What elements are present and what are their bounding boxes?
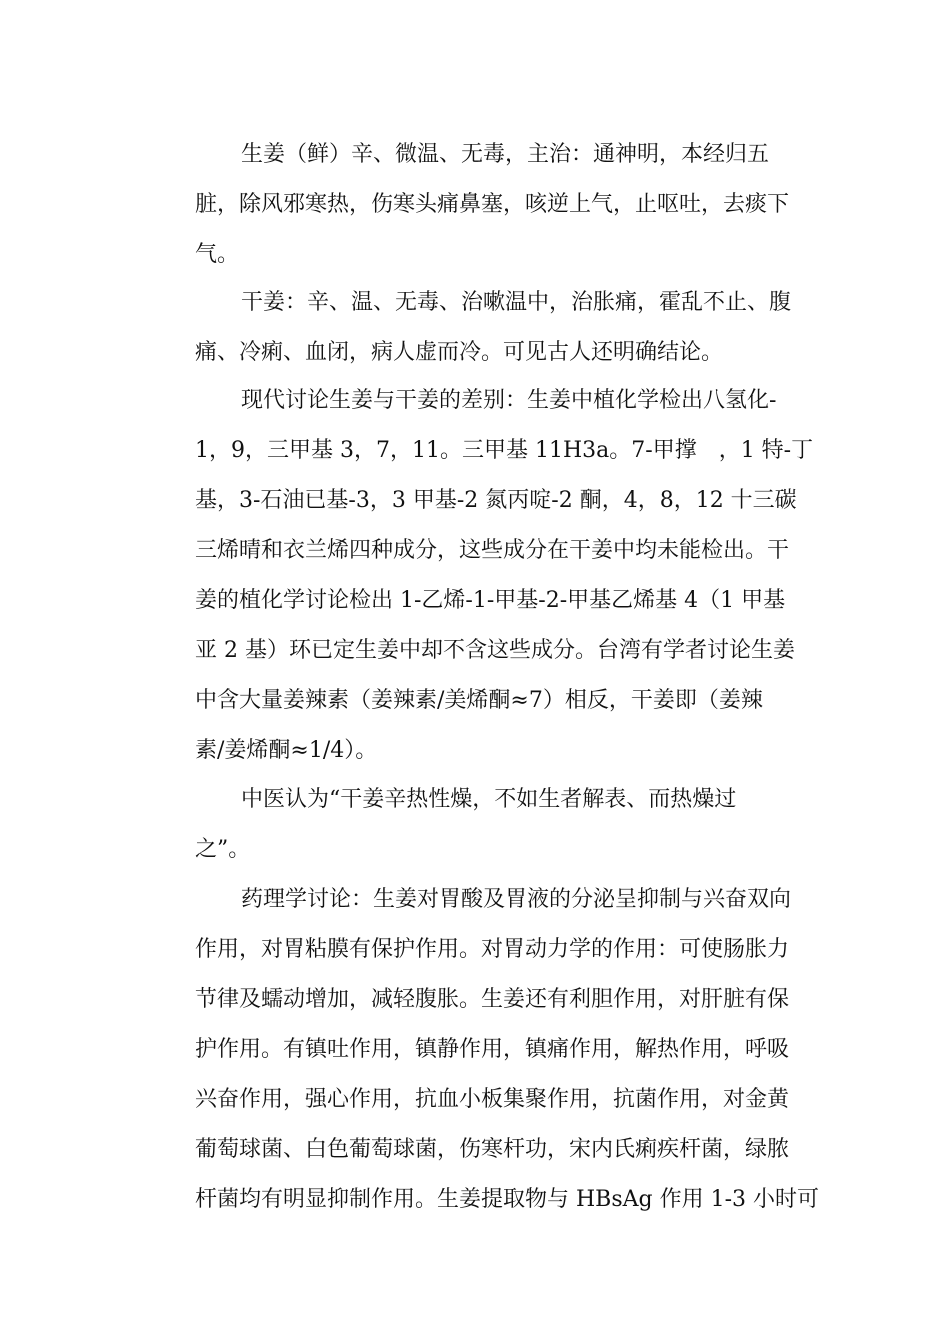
- text-line: 干姜：辛、温、无毒、治嗽温中，治胀痛，霍乱不止、腹: [241, 290, 792, 315]
- text-line: 生姜（鲜）辛、微温、无毒，主治：通神明，本经归五: [241, 142, 770, 167]
- text-line: 气。: [195, 242, 240, 267]
- text-line: 现代讨论生姜与干姜的差别：生姜中植化学检出八氢化-: [241, 388, 777, 413]
- text-line: 中医认为“干姜辛热性燥，不如生者解表、而热燥过: [241, 787, 737, 812]
- text-line: 1，9，三甲基 3，7，11。三甲基 11H3a。7-甲撑 ，1 特-丁: [195, 438, 814, 463]
- paragraph-modern-research: [195, 376, 814, 776]
- text-line: 杆菌均有明显抑制作用。生姜提取物与 HBsAg 作用 1-3 小时可: [195, 1187, 820, 1212]
- text-line: 中含大量姜辣素（姜辣素/美烯酮≈7）相反，干姜即（姜辣: [195, 688, 763, 713]
- paragraph-pharmacology: [195, 875, 820, 1225]
- text-line: 基，3-石油已基-3，3 甲基-2 氮丙啶-2 酮，4，8，12 十三碳: [195, 488, 797, 513]
- text-line: 兴奋作用，强心作用，抗血小板集聚作用，抗菌作用，对金黄: [195, 1087, 790, 1112]
- text-line: 葡萄球菌、白色葡萄球菌，伤寒杆功，宋内氏痢疾杆菌，绿脓: [195, 1137, 790, 1162]
- paragraph-fresh-ginger: [195, 130, 805, 280]
- text-line: 素/姜烯酮≈1/4）。: [195, 738, 378, 763]
- text-line: 姜的植化学讨论检出 1-乙烯-1-甲基-2-甲基乙烯基 4（1 甲基: [195, 588, 786, 613]
- text-line: 痛、冷痢、血闭，病人虚而冷。可见古人还明确结论。: [195, 340, 724, 365]
- text-line: 之”。: [195, 837, 251, 862]
- text-line: 节律及蠕动增加，减轻腹胀。生姜还有利胆作用，对肝脏有保: [195, 987, 790, 1012]
- text-line: 三烯晴和衣兰烯四种成分，这些成分在干姜中均未能检出。干: [195, 538, 790, 563]
- paragraph-tcm-view: [195, 775, 805, 875]
- text-line: 护作用。有镇吐作用，镇静作用，镇痛作用，解热作用，呼吸: [195, 1037, 790, 1062]
- text-line: 亚 2 基）环已定生姜中却不含这些成分。台湾有学者讨论生姜: [195, 638, 795, 663]
- text-line: 药理学讨论：生姜对胃酸及胃液的分泌呈抑制与兴奋双向: [241, 887, 792, 912]
- paragraph-dried-ginger: [195, 278, 805, 378]
- text-line: 脏，除风邪寒热，伤寒头痛鼻塞，咳逆上气，止呕吐，去痰下: [195, 192, 790, 217]
- text-line: 作用，对胃粘膜有保护作用。对胃动力学的作用：可使肠胀力: [195, 937, 790, 962]
